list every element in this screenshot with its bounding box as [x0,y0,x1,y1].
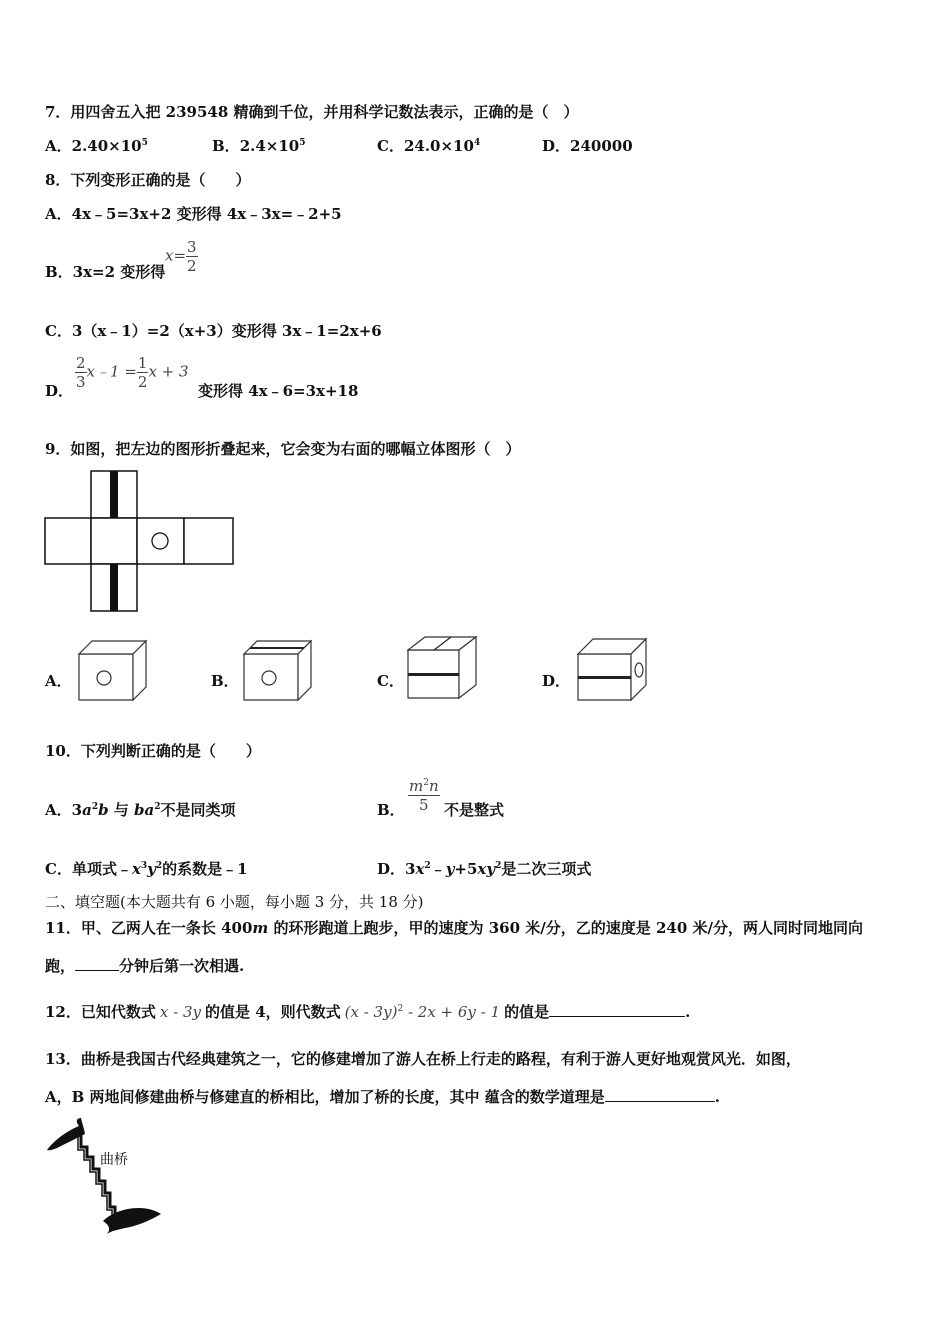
q10-stem: 10．下列判断正确的是（ ） [45,742,261,760]
q8-option-b-text: B．3x=2 变形得 [45,263,166,281]
cube-net-figure [44,470,236,614]
q8-option-d-math: $\frac{2}{3}$ x﹣1 = $\frac{1}{2}$ x + 3 [76,354,189,391]
q8-option-c: C．3（x﹣1）=2（x+3）变形得 3x﹣1=2x+6 [45,322,382,340]
q9-option-d-label: D． [542,672,571,690]
q9-option-d-cube [577,638,649,702]
curved-bridge-figure [45,1117,165,1239]
q9-option-a-cube [78,640,150,702]
q10-option-b-math: $\frac{m^2n}{5}$ [409,777,439,814]
q7-option-c: C．$24.0\times 10^4$ [377,137,481,155]
q8-option-a: A．4x﹣5=3x+2 变形得 4x﹣3x=﹣2+5 [45,205,342,223]
q7-stem: 7．用四舍五入把 239548 精确到千位，并用科学记数法表示，正确的是（ ） [45,103,579,121]
q13-line2: A，B 两地间修建曲桥与修建直的桥相比，增加了桥的长度，其中 蕴含的数学道理是 . [45,1088,720,1106]
bridge-label: 曲桥 [100,1152,128,1168]
q12-answer-blank[interactable] [549,1002,685,1017]
q9-option-a-label: A． [45,672,72,690]
zigzag-bridge [81,1135,115,1217]
q9-option-b-cube [243,640,315,702]
q13-answer-blank[interactable] [605,1087,715,1102]
q10-option-d: D．$3x^2﹣y+5xy^2$是二次三项式 [377,860,592,878]
q10-option-a: A．$3a^2b$ 与 $ba^2$不是同类项 [45,801,236,819]
q7-option-b: B．$2.4\times 10^5$ [212,137,306,155]
q7-option-d: D．240000 [542,137,633,155]
q11-line1: 11．甲、乙两人在一条长 400m 的环形跑道上跑步，甲的速度为 360 米/分，乙的速度是 240 米/分，两人同时同地同向 [45,919,863,937]
q9-stem: 9．如图，把左边的图形折叠起来，它会变为右面的哪幅立体图形（ ） [45,440,521,458]
q11-line2: 跑， 分钟后第一次相遇. [45,957,245,975]
q8-stem: 8．下列变形正确的是（ ） [45,171,251,189]
q9-option-b-label: B． [211,672,239,690]
section-heading: 二、填空题(本大题共有 6 小题，每小题 3 分，共 18 分) [45,893,424,911]
bank-a-shape [47,1118,85,1150]
q8-option-d-text: 变形得 4x﹣6=3x+18 [198,382,359,400]
q9-option-c-cube [407,636,479,702]
q8-option-d-label: D． [45,382,74,400]
q7-option-a: A．$2.40\times 10^5$ [45,137,148,155]
q9-option-c-label: C． [377,672,404,690]
q8-option-b-math: x= $\frac{3}{2}$ [165,238,197,275]
q10-option-b-label: B． [377,801,405,819]
q13-line1: 13．曲桥是我国古代经典建筑之一，它的修建增加了游人在桥上行走的路程，有利于游人更好地观赏风光．如图， [45,1050,801,1068]
q11-answer-blank[interactable] [75,956,119,971]
q10-option-b-text: 不是整式 [444,801,505,819]
q12-line: 12．已知代数式 x - 3y 的值是 4，则代数式 (x - 3y)$^2$ - 2x + 6y - 1 的值是 . [45,1003,691,1021]
q10-option-c: C．单项式$﹣x^3y^2$的系数是﹣1 [45,860,248,878]
